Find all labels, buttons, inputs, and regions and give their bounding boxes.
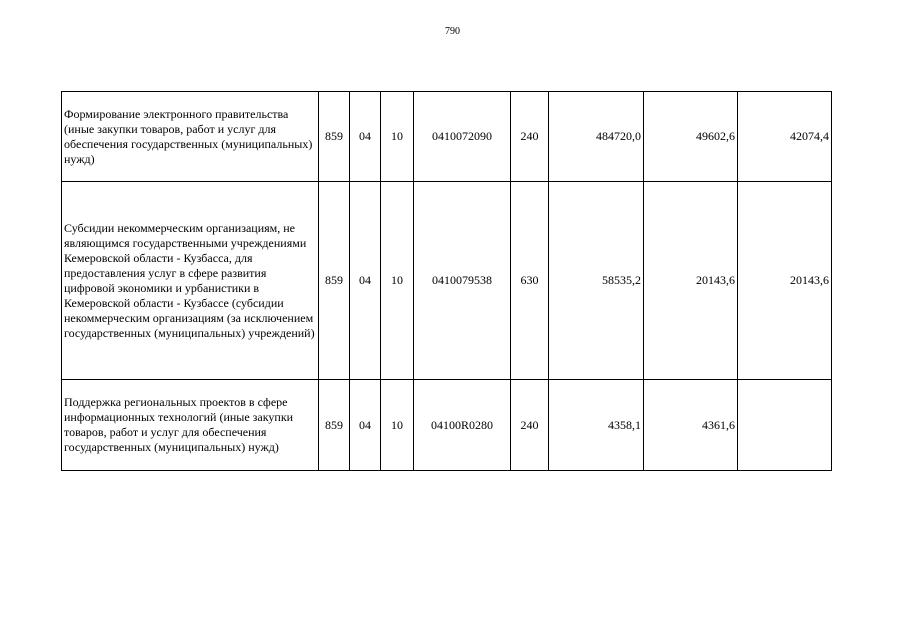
row-expense-type: 630 — [511, 182, 549, 380]
page-number: 790 — [445, 26, 460, 37]
row-sum-1: 484720,0 — [549, 92, 644, 182]
row-target-article: 04100R0280 — [414, 380, 511, 471]
row-grbs-code: 859 — [319, 380, 350, 471]
row-sum-1: 4358,1 — [549, 380, 644, 471]
row-grbs-code: 859 — [319, 182, 350, 380]
row-sum-3: 42074,4 — [738, 92, 832, 182]
row-expense-type: 240 — [511, 92, 549, 182]
budget-table — [61, 91, 832, 471]
row-sum-3: 20143,6 — [738, 182, 832, 380]
row-sum-1: 58535,2 — [549, 182, 644, 380]
row-expense-type: 240 — [511, 380, 549, 471]
table-row — [62, 380, 832, 471]
row-description: Формирование электронного правительства (иные закупки товаров, работ и услуг для обеспечения государственных (муниципальных) нужд) — [62, 92, 319, 182]
row-subsection-code: 10 — [381, 182, 414, 380]
table-row — [62, 182, 832, 380]
row-sum-2: 49602,6 — [644, 92, 738, 182]
row-description: Субсидии некоммерческим организациям, не являющимся государственными учреждениями Кемеровской области - Кузбасса, для предоставления услуг в сфере развития цифровой экономики и урбанистики в Кемеровской области - Кузбассе (субсидии некоммерческим организациям (за исключением государственных (муниципальных) учреждений) — [62, 182, 319, 380]
row-section-code: 04 — [350, 92, 381, 182]
row-sum-2: 20143,6 — [644, 182, 738, 380]
table-row — [62, 92, 832, 182]
row-grbs-code: 859 — [319, 92, 350, 182]
row-sum-2: 4361,6 — [644, 380, 738, 471]
row-section-code: 04 — [350, 182, 381, 380]
row-target-article: 0410072090 — [414, 92, 511, 182]
row-description: Поддержка региональных проектов в сфере информационных технологий (иные закупки товаров, работ и услуг для обеспечения государственных (муниципальных) нужд) — [62, 380, 319, 471]
row-section-code: 04 — [350, 380, 381, 471]
row-subsection-code: 10 — [381, 380, 414, 471]
row-sum-3 — [738, 380, 832, 471]
row-target-article: 0410079538 — [414, 182, 511, 380]
row-subsection-code: 10 — [381, 92, 414, 182]
